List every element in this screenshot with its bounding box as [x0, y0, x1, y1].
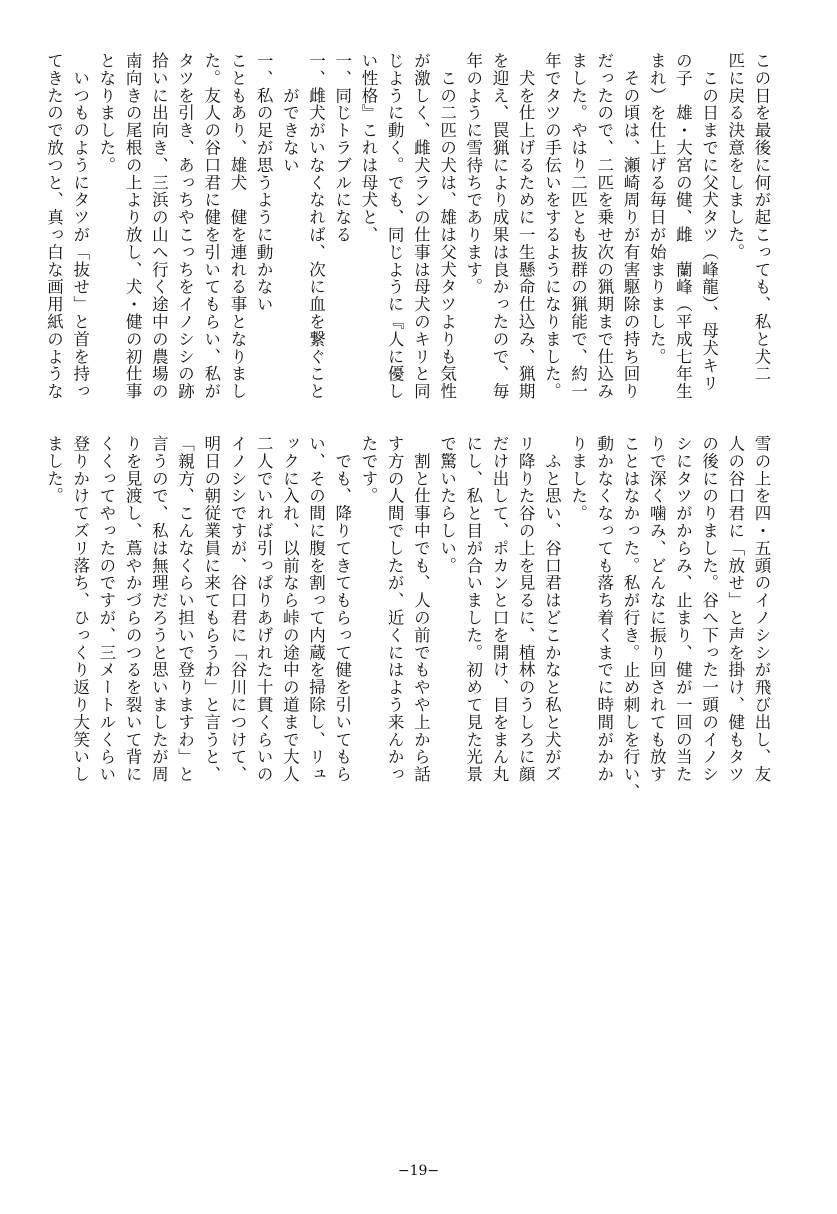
text-column: 一、同じトラブルになる: [332, 52, 352, 244]
text-column: となりました。: [96, 52, 116, 174]
text-column: だったので、二匹を乗せ次の猟期まで仕込み: [594, 52, 614, 400]
text-column: この日を最後に何が起こっても、私と犬二: [752, 52, 771, 383]
text-column: ました。やはり二匹とも抜群の猟能で、約一: [568, 52, 588, 400]
text-column: 犬を仕上げるために一生懸命仕込み、猟期: [516, 52, 536, 400]
text-column: が激しく、雌犬ランの仕事は母犬のキリと同: [411, 52, 431, 400]
text-column: まれ）を仕上げる毎日が始まりました。: [647, 52, 667, 366]
text-column: 一、雌犬がいなくなれば、次に血を繋ぐこと: [306, 52, 326, 400]
text-column: りを見渡し、蔦やかづらのつるを裂いて背に: [123, 435, 143, 783]
text-column: その頃は、瀬崎周りが有害駆除の持ち回り: [620, 52, 640, 400]
text-column: ックに入れ、以前なら峠の途中の道まで大人: [280, 435, 300, 783]
text-column: にし、私と目が合いました。初めて見た光景: [463, 435, 483, 783]
text-column: ができない: [280, 52, 300, 174]
text-column: リ降りた谷の上を見るに、植林のうしろに顔: [516, 435, 536, 783]
text-column: この日までに父犬タツ（峰龍）、母犬キリ: [699, 52, 719, 392]
text-column: だけ出して、ポカンと口を開け、目をまん丸: [489, 435, 509, 783]
text-column: くくってやったのですが、三メートルくらい: [96, 435, 116, 783]
text-column: 言うので、私は無理だろうと思いましたが周: [149, 435, 169, 783]
text-column: てきたので放つと、真っ白な画用紙のような: [44, 52, 64, 400]
text-column: 人の谷口君に「放せ」と声を掛け、健もタツ: [725, 435, 745, 783]
top-text-block: [44, 52, 774, 414]
text-column: タツを引き、あっちやこっちをイノシシの跡: [175, 52, 195, 400]
text-column: ことはなかった。私が行き。止め刺しを行い、: [620, 435, 640, 801]
text-column: ふと思い、谷口君はどこかなと私と犬がズ: [542, 435, 562, 783]
text-column: 雪の上を四・五頭のイノシシが飛び出し、友: [752, 435, 771, 783]
text-column: イノシシですが、谷口君に「谷川につけて、: [227, 435, 247, 783]
text-column: で驚いたらしい。: [437, 435, 457, 575]
text-column: ました。: [44, 435, 64, 505]
text-column: じように動く。でも、同じように『人に優し: [385, 52, 405, 400]
text-column: 動かなくなっても落ち着くまでに時間がかか: [594, 435, 614, 783]
text-column: [0, 435, 14, 1185]
text-column: た。友人の谷口君に健を引いてもらい、私が: [201, 52, 221, 400]
text-column: 割と仕事中でも、人の前でもやや上から話: [411, 435, 431, 783]
text-column: この二匹の犬は、雄は父犬タツよりも気性: [437, 52, 457, 400]
page-number: −19−: [397, 1163, 440, 1179]
text-column: の子 雄・大宮の健、雌 蘭峰（平成七年生: [673, 52, 693, 400]
text-column: 年でタツの手伝いをするようになりました。: [542, 52, 562, 400]
text-column: を迎え、罠猟により成果は良かったので、毎: [489, 52, 509, 400]
text-column: りで深く噛み、どんなに振り回されても放す: [647, 435, 667, 783]
text-column: 一、私の足が思うように動かない: [254, 52, 274, 313]
text-column: 二人でいれば引っぱりあげれた十貫くらいの: [254, 435, 274, 783]
text-column: 「親方、こんなくらい担いで登りますわ」と: [175, 435, 195, 783]
text-column: こともあり、雄犬 健を連れる事となりまし: [227, 52, 247, 400]
bottom-text-block: [44, 435, 774, 1185]
text-column: [14, 435, 40, 1185]
text-column: い、その間に腹を割って内蔵を掃除し、リュ: [306, 435, 326, 783]
text-column: りました。: [568, 435, 588, 522]
text-column: 登りかけてズリ落ち、ひっくり返り大笑いし: [70, 435, 90, 783]
text-column: たです。: [358, 435, 378, 505]
text-column: でも、降りてきてもらって健を引いてもら: [332, 435, 352, 783]
text-column: 拾いに出向き、三浜の山へ行く途中の農場の: [149, 52, 169, 400]
text-column: 匹に戻る決意をしました。: [725, 52, 745, 261]
text-column: 年のように雪待ちであります。: [463, 52, 483, 296]
text-column: 明日の朝従業員に来てもらうわ」と言うと、: [201, 435, 221, 783]
text-column: す方の人間でしたが、近くにはよう来んかっ: [385, 435, 405, 783]
text-column: 南向きの尾根の上より放し、犬・健の初仕事: [123, 52, 143, 400]
text-column: い性格』これは母犬と、: [358, 52, 378, 244]
text-column: シにタツがからみ、止まり、健が一回の当た: [673, 435, 693, 783]
text-column: の後にのりました。谷へ下った一頭のイノシ: [699, 435, 719, 783]
text-column: いつものようにタツが「抜せ」と首を持っ: [70, 52, 90, 400]
